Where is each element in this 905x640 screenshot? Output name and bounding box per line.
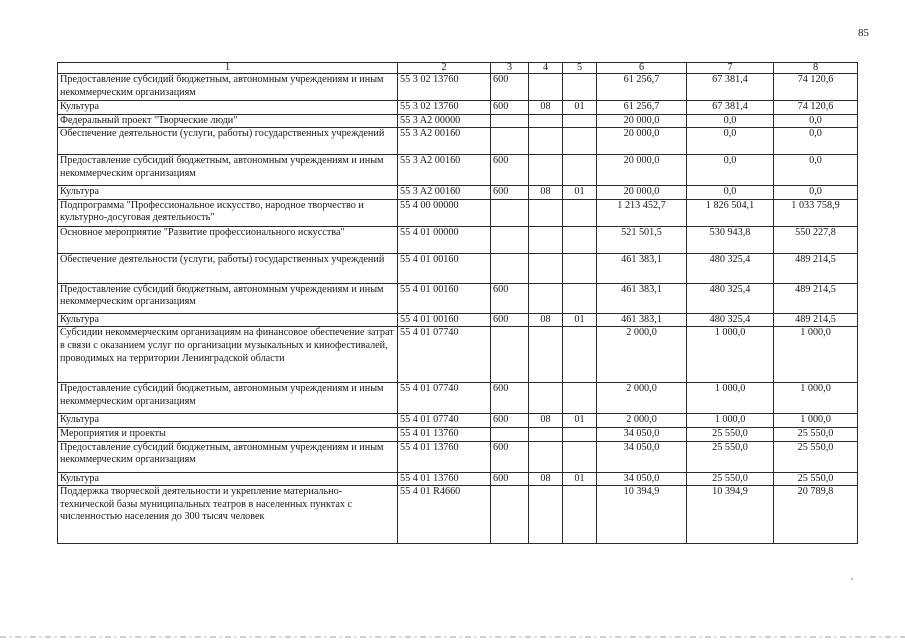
cell-name: Федеральный проект "Творческие люди" bbox=[58, 114, 398, 128]
cell-section bbox=[529, 114, 563, 128]
cell-subsection bbox=[563, 128, 597, 155]
cell-amount-1: 461 383,1 bbox=[597, 313, 687, 327]
cell-expense-type: 600 bbox=[491, 441, 529, 472]
cell-amount-2: 1 000,0 bbox=[687, 383, 774, 414]
cell-amount-1: 61 256,7 bbox=[597, 74, 687, 101]
cell-expense-type bbox=[491, 486, 529, 544]
cell-subsection bbox=[563, 253, 597, 283]
cell-amount-3: 0,0 bbox=[774, 186, 858, 200]
cell-subsection bbox=[563, 226, 597, 253]
cell-expense-type bbox=[491, 114, 529, 128]
cell-name: Субсидии некоммерческим организациям на финансовое обеспечение затрат в связи с оказанием услуг по организации музыкальных и кинофестивалей, проводимых на территории Ленинградской области bbox=[58, 327, 398, 383]
cell-section bbox=[529, 226, 563, 253]
cell-name: Культура bbox=[58, 313, 398, 327]
cell-subsection: 01 bbox=[563, 186, 597, 200]
header-col-7: 7 bbox=[687, 63, 774, 74]
cell-section: 08 bbox=[529, 101, 563, 115]
cell-amount-2: 25 550,0 bbox=[687, 427, 774, 441]
cell-subsection bbox=[563, 114, 597, 128]
cell-amount-2: 25 550,0 bbox=[687, 472, 774, 486]
cell-section bbox=[529, 74, 563, 101]
cell-expense-type: 600 bbox=[491, 186, 529, 200]
cell-section bbox=[529, 427, 563, 441]
cell-section: 08 bbox=[529, 472, 563, 486]
cell-section bbox=[529, 383, 563, 414]
cell-subsection bbox=[563, 327, 597, 383]
cell-amount-1: 61 256,7 bbox=[597, 101, 687, 115]
header-col-6: 6 bbox=[597, 63, 687, 74]
cell-name: Культура bbox=[58, 186, 398, 200]
cell-amount-2: 1 000,0 bbox=[687, 414, 774, 428]
header-col-1: 1 bbox=[58, 63, 398, 74]
cell-name: Обеспечение деятельности (услуги, работы) государственных учреждений bbox=[58, 128, 398, 155]
cell-code: 55 4 01 00160 bbox=[398, 283, 491, 313]
cell-amount-2: 480 325,4 bbox=[687, 253, 774, 283]
table-row bbox=[58, 327, 858, 383]
cell-amount-1: 461 383,1 bbox=[597, 253, 687, 283]
cell-amount-2: 0,0 bbox=[687, 128, 774, 155]
cell-amount-1: 2 000,0 bbox=[597, 383, 687, 414]
cell-amount-3: 25 550,0 bbox=[774, 427, 858, 441]
cell-code: 55 4 01 00000 bbox=[398, 226, 491, 253]
cell-amount-2: 480 325,4 bbox=[687, 283, 774, 313]
cell-name: Предоставление субсидий бюджетным, автономным учреждениям и иным некоммерческим организациям bbox=[58, 74, 398, 101]
cell-amount-3: 1 000,0 bbox=[774, 414, 858, 428]
cell-name: Основное мероприятие "Развитие профессионального искусства" bbox=[58, 226, 398, 253]
cell-amount-1: 20 000,0 bbox=[597, 186, 687, 200]
cell-code: 55 4 01 07740 bbox=[398, 383, 491, 414]
cell-amount-3: 20 789,8 bbox=[774, 486, 858, 544]
cell-expense-type: 600 bbox=[491, 414, 529, 428]
cell-code: 55 3 A2 00160 bbox=[398, 186, 491, 200]
table-row bbox=[58, 313, 858, 327]
header-col-8: 8 bbox=[774, 63, 858, 74]
cell-subsection bbox=[563, 486, 597, 544]
cell-amount-2: 480 325,4 bbox=[687, 313, 774, 327]
cell-expense-type: 600 bbox=[491, 155, 529, 186]
cell-amount-1: 20 000,0 bbox=[597, 114, 687, 128]
cell-amount-2: 1 826 504,1 bbox=[687, 199, 774, 226]
cell-section bbox=[529, 155, 563, 186]
table-row bbox=[58, 283, 858, 313]
cell-name: Культура bbox=[58, 414, 398, 428]
cell-amount-2: 0,0 bbox=[687, 186, 774, 200]
cell-amount-1: 20 000,0 bbox=[597, 155, 687, 186]
header-col-2: 2 bbox=[398, 63, 491, 74]
cell-amount-2: 67 381,4 bbox=[687, 74, 774, 101]
table-row bbox=[58, 486, 858, 544]
cell-section bbox=[529, 486, 563, 544]
table-row bbox=[58, 114, 858, 128]
cell-name: Культура bbox=[58, 472, 398, 486]
cell-subsection bbox=[563, 74, 597, 101]
cell-amount-3: 1 000,0 bbox=[774, 327, 858, 383]
cell-section bbox=[529, 441, 563, 472]
cell-name: Обеспечение деятельности (услуги, работы) государственных учреждений bbox=[58, 253, 398, 283]
cell-amount-1: 10 394,9 bbox=[597, 486, 687, 544]
cell-subsection bbox=[563, 283, 597, 313]
table-row bbox=[58, 472, 858, 486]
cell-subsection: 01 bbox=[563, 472, 597, 486]
table-row bbox=[58, 155, 858, 186]
cell-section bbox=[529, 253, 563, 283]
table-row bbox=[58, 383, 858, 414]
table-row bbox=[58, 414, 858, 428]
cell-code: 55 4 00 00000 bbox=[398, 199, 491, 226]
scan-edge-line bbox=[0, 636, 905, 638]
cell-amount-1: 34 050,0 bbox=[597, 427, 687, 441]
cell-code: 55 3 02 13760 bbox=[398, 74, 491, 101]
cell-name: Предоставление субсидий бюджетным, автономным учреждениям и иным некоммерческим организациям bbox=[58, 283, 398, 313]
cell-amount-3: 1 033 758,9 bbox=[774, 199, 858, 226]
cell-expense-type bbox=[491, 199, 529, 226]
table-row bbox=[58, 199, 858, 226]
cell-subsection: 01 bbox=[563, 101, 597, 115]
page-number: 85 bbox=[858, 27, 869, 39]
cell-subsection bbox=[563, 155, 597, 186]
cell-amount-3: 25 550,0 bbox=[774, 441, 858, 472]
cell-name: Мероприятия и проекты bbox=[58, 427, 398, 441]
cell-amount-3: 489 214,5 bbox=[774, 283, 858, 313]
cell-amount-1: 2 000,0 bbox=[597, 414, 687, 428]
cell-amount-3: 550 227,8 bbox=[774, 226, 858, 253]
cell-amount-3: 0,0 bbox=[774, 128, 858, 155]
cell-subsection: 01 bbox=[563, 313, 597, 327]
cell-name: Предоставление субсидий бюджетным, автономным учреждениям и иным некоммерческим организациям bbox=[58, 155, 398, 186]
cell-subsection bbox=[563, 199, 597, 226]
cell-name: Поддержка творческой деятельности и укрепление материально-технической базы муниципальных театров в населенных пунктах с численностью населения до 300 тысяч человек bbox=[58, 486, 398, 544]
cell-amount-3: 74 120,6 bbox=[774, 74, 858, 101]
cell-expense-type: 600 bbox=[491, 383, 529, 414]
table-row bbox=[58, 441, 858, 472]
table-row bbox=[58, 128, 858, 155]
cell-code: 55 3 A2 00160 bbox=[398, 128, 491, 155]
cell-expense-type bbox=[491, 327, 529, 383]
cell-expense-type bbox=[491, 226, 529, 253]
budget-table bbox=[57, 62, 858, 544]
cell-code: 55 4 01 13760 bbox=[398, 427, 491, 441]
cell-code: 55 4 01 07740 bbox=[398, 414, 491, 428]
cell-expense-type: 600 bbox=[491, 101, 529, 115]
cell-expense-type: 600 bbox=[491, 313, 529, 327]
cell-expense-type bbox=[491, 128, 529, 155]
cell-expense-type bbox=[491, 427, 529, 441]
cell-amount-3: 489 214,5 bbox=[774, 253, 858, 283]
cell-expense-type: 600 bbox=[491, 74, 529, 101]
cell-section bbox=[529, 128, 563, 155]
cell-section: 08 bbox=[529, 414, 563, 428]
cell-amount-1: 34 050,0 bbox=[597, 441, 687, 472]
cell-amount-2: 0,0 bbox=[687, 114, 774, 128]
cell-amount-3: 489 214,5 bbox=[774, 313, 858, 327]
cell-code: 55 4 01 00160 bbox=[398, 313, 491, 327]
cell-amount-1: 20 000,0 bbox=[597, 128, 687, 155]
cell-name: Предоставление субсидий бюджетным, автономным учреждениям и иным некоммерческим организациям bbox=[58, 383, 398, 414]
cell-amount-2: 0,0 bbox=[687, 155, 774, 186]
cell-code: 55 4 01 13760 bbox=[398, 472, 491, 486]
cell-subsection: 01 bbox=[563, 414, 597, 428]
cell-name: Подпрограмма "Профессиональное искусство, народное творчество и культурно-досуговая деятельность" bbox=[58, 199, 398, 226]
table-row bbox=[58, 186, 858, 200]
cell-expense-type bbox=[491, 253, 529, 283]
cell-section: 08 bbox=[529, 313, 563, 327]
cell-code: 55 4 01 R4660 bbox=[398, 486, 491, 544]
table-row bbox=[58, 101, 858, 115]
cell-code: 55 3 A2 00000 bbox=[398, 114, 491, 128]
cell-amount-1: 521 501,5 bbox=[597, 226, 687, 253]
table-row bbox=[58, 74, 858, 101]
cell-amount-1: 1 213 452,7 bbox=[597, 199, 687, 226]
cell-amount-3: 0,0 bbox=[774, 155, 858, 186]
cell-section: 08 bbox=[529, 186, 563, 200]
cell-amount-2: 530 943,8 bbox=[687, 226, 774, 253]
cell-amount-1: 34 050,0 bbox=[597, 472, 687, 486]
cell-amount-2: 1 000,0 bbox=[687, 327, 774, 383]
cell-amount-1: 2 000,0 bbox=[597, 327, 687, 383]
cell-section bbox=[529, 283, 563, 313]
cell-code: 55 3 A2 00160 bbox=[398, 155, 491, 186]
cell-name: Культура bbox=[58, 101, 398, 115]
cell-expense-type: 600 bbox=[491, 283, 529, 313]
cell-subsection bbox=[563, 383, 597, 414]
cell-amount-3: 74 120,6 bbox=[774, 101, 858, 115]
cell-section bbox=[529, 199, 563, 226]
cell-subsection bbox=[563, 441, 597, 472]
cell-code: 55 4 01 00160 bbox=[398, 253, 491, 283]
cell-amount-3: 0,0 bbox=[774, 114, 858, 128]
cell-amount-3: 25 550,0 bbox=[774, 472, 858, 486]
cell-section bbox=[529, 327, 563, 383]
cell-amount-2: 10 394,9 bbox=[687, 486, 774, 544]
cell-code: 55 4 01 07740 bbox=[398, 327, 491, 383]
cell-subsection bbox=[563, 427, 597, 441]
table-header-row bbox=[58, 63, 858, 74]
table-row bbox=[58, 427, 858, 441]
header-col-5: 5 bbox=[563, 63, 597, 74]
cell-name: Предоставление субсидий бюджетным, автономным учреждениям и иным некоммерческим организациям bbox=[58, 441, 398, 472]
cell-expense-type: 600 bbox=[491, 472, 529, 486]
header-col-3: 3 bbox=[491, 63, 529, 74]
cell-amount-1: 461 383,1 bbox=[597, 283, 687, 313]
cell-code: 55 4 01 13760 bbox=[398, 441, 491, 472]
cell-code: 55 3 02 13760 bbox=[398, 101, 491, 115]
header-col-4: 4 bbox=[529, 63, 563, 74]
cell-amount-2: 67 381,4 bbox=[687, 101, 774, 115]
cell-amount-3: 1 000,0 bbox=[774, 383, 858, 414]
table-row bbox=[58, 253, 858, 283]
cell-amount-2: 25 550,0 bbox=[687, 441, 774, 472]
scan-speck bbox=[851, 578, 853, 580]
table-row bbox=[58, 226, 858, 253]
